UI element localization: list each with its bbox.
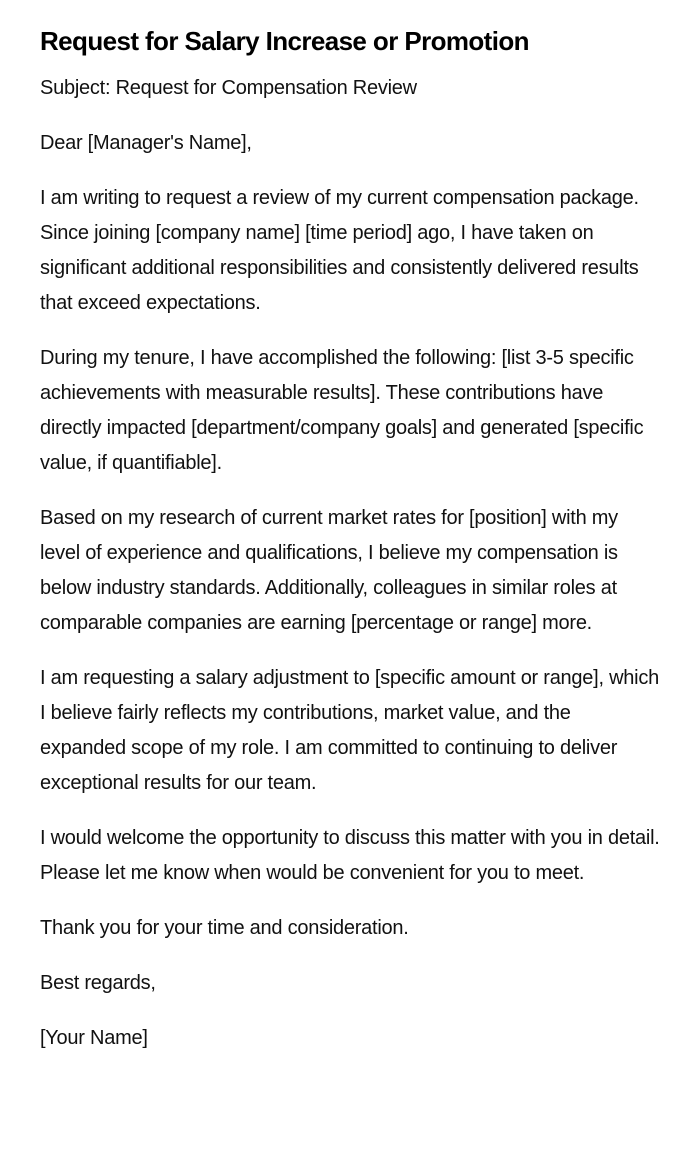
body-paragraph-market-research: Based on my research of current market rates for [position] with my level of experience and qualifications, I believe my compensation is below industry standards. Additionally, colleagues in similar roles at comparable companies are earning [percentage or range] more.	[40, 507, 618, 634]
body-paragraph-meeting: I would welcome the opportunity to discuss this matter with you in detail. Please let me know when would be convenient for you to meet.	[40, 827, 660, 884]
body-paragraph-achievements: During my tenure, I have accomplished the following: [list 3-5 specific achievements with measurable results]. These contributions have directly impacted [department/company goals] and generated [specific value, if quantifiable].	[40, 347, 644, 474]
subject-line: Subject: Request for Compensation Review	[40, 77, 417, 99]
document-title: Request for Salary Increase or Promotion	[40, 26, 529, 56]
signature: [Your Name]	[40, 1027, 148, 1049]
body-paragraph-request: I am requesting a salary adjustment to [specific amount or range], which I believe fairly reflects my contributions, market value, and the expanded scope of my role. I am committed to continuing to deliver exceptional results for our team.	[40, 667, 659, 794]
thanks-line: Thank you for your time and consideration.	[40, 917, 409, 939]
salutation: Dear [Manager's Name],	[40, 132, 252, 154]
closing-line: Best regards,	[40, 972, 156, 994]
body-paragraph-intro: I am writing to request a review of my current compensation package. Since joining [company name] [time period] ago, I have taken on significant additional responsibilities and consistently delivered results that exceed expectations.	[40, 187, 639, 314]
